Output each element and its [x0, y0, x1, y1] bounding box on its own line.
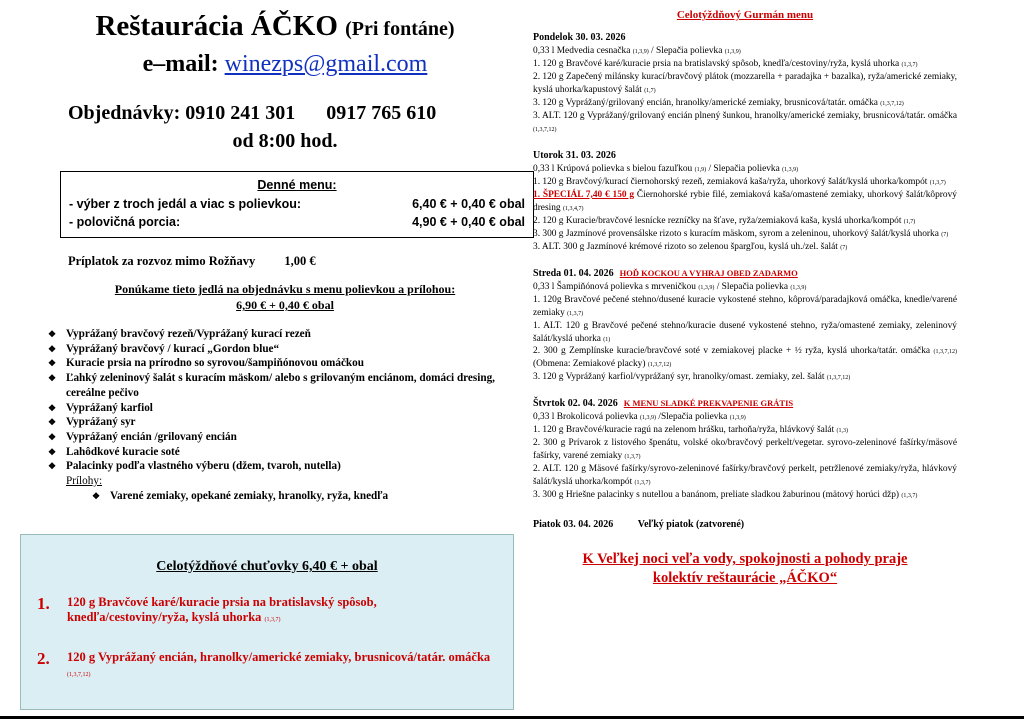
weekly-special-item: 1. 120 g Bravčové karé/kuracie prsia na bratislavský spôsob, knedľa/cestoviny/ryža, kyslá uhorka (1,3,7) — [37, 594, 377, 624]
delivery-surcharge: Príplatok za rozvoz mimo Rožňavy 1,00 € — [68, 254, 316, 268]
left-column — [40, 6, 530, 503]
day-title: Streda 01. 04. 2026 HOĎ KOCKOU A VYHRAJ OBED ZADARMO — [533, 267, 798, 279]
day-block — [533, 149, 957, 254]
friday-note: Piatok 03. 04. 2026 Veľký piatok (zatvorené) — [533, 519, 745, 531]
list-item: ❖ Vyprážaný encián /grilovaný encián — [48, 430, 530, 445]
menu-line: 0,33 l Šampiňónová polievka s mrveničkou (1,3,9) / Slepačia polievka (1,3,9) — [533, 281, 807, 292]
allergens: (1,3,7) — [901, 62, 918, 69]
allergens: (1,3,9) — [632, 49, 649, 56]
allergens: (1,3,7,12) — [647, 362, 672, 369]
promo-label: K MENU SLADKÉ PREKVAPENIE GRÁTIS — [623, 398, 794, 409]
allergens: (1,3,9) — [640, 415, 657, 422]
allergens: (7) — [941, 231, 949, 238]
menu-line: 3. ALT. 300 g Jazmínové krémové rizoto so zelenou špargľou, kyslá uh./zel. šalát (7) — [533, 241, 848, 252]
allergens: (7) — [840, 244, 848, 251]
list-item: ❖ Vyprážaný bravčový rezeň/Vyprážaný kurací rezeň — [48, 327, 530, 342]
allergens: (1,3,9) — [790, 284, 807, 291]
allergens: (1,3,7,12) — [933, 349, 958, 356]
day-block — [533, 267, 957, 385]
menu-line: 1. 120g Bravčové pečené stehno/dusené kuracie vykostené stehno, kôprová/paradajková omáčka, knedle/varené zemiaky (1,3,7) — [533, 294, 957, 318]
promo-label: HOĎ KOCKOU A VYHRAJ OBED ZADARMO — [619, 267, 798, 278]
allergens: (1,3,7) — [624, 454, 641, 461]
bottom-divider — [0, 716, 1024, 719]
phone-2: 0917 765 610 — [326, 102, 437, 124]
allergens: (1,3,7,12) — [533, 126, 557, 133]
list-item: ❖ Lahôdkové kuracie soté — [48, 445, 530, 460]
week-days — [533, 31, 957, 502]
email-line: e–mail: winezps@gmail.com — [142, 51, 428, 77]
allergens: (1,3,7) — [929, 179, 946, 186]
day-title: Štvrtok 02. 04. 2026 K MENU SLADKÉ PREKVAPENIE GRÁTIS — [533, 398, 794, 410]
daily-menu-row: - polovičná porcia: 4,90 € + 0,40 € obal — [69, 215, 525, 229]
list-item: ❖ Vyprážaný karfiol — [48, 401, 530, 416]
allergens: (1,7) — [644, 88, 656, 95]
day-title: Utorok 31. 03. 2026 — [533, 149, 616, 161]
menu-line: 3. 300 g Jazmínové provensálske rizoto s kuracím mäskom, syrom a zeleninou, uhorkový šalát/kyslá uhorka (7) — [533, 228, 949, 239]
menu-line: 1. 120 g Bravčové/kuracie ragú na zelenom hrášku, tarhoňa/ryža, hlávkový šalát (1,3) — [533, 425, 849, 436]
allergens: (1,3,7) — [634, 480, 651, 487]
menu-line: 3. 120 g Vyprážaný/grilovaný encián, hranolky/americké zemiaky, brusnicová/tatár. omáčka (1,3,7,12) — [533, 98, 904, 109]
menu-line: 3. 120 g Vyprážaný karfiol/vyprážaný syr, hranolky/omast. zemiaky, zel. šalát (1,3,7,12) — [533, 372, 851, 383]
list-item: ❖ Kuracie prsia na prírodno so syrovou/šampiňónovou omáčkou — [48, 356, 530, 371]
daily-menu-row: - výber z troch jedál a viac s polievkou: 6,40 € + 0,40 € obal — [69, 197, 525, 211]
menu-line: 1. 120 g Bravčové karé/kuracie prsia na bratislavský spôsob, knedľa/cestoviny/ryža, kyslá uhorka (1,3,7) — [533, 59, 918, 70]
allergens: (1) — [603, 336, 611, 343]
allergens: (1,7) — [903, 218, 916, 225]
menu-line: 2. 120 g Kuracie/bravčové lesnícke rezníčky na šťave, ryža/zemiaková kaša, kyslá uhorka/kompót (1,7) — [533, 215, 916, 226]
restaurant-subtitle: (Pri fontáne) — [345, 18, 455, 40]
weekly-specials-box — [20, 534, 514, 710]
opening-hours: od 8:00 hod. — [232, 130, 338, 152]
list-item: ❖ Ľahký zeleninový šalát s kuracím mäskom/ alebo s grilovaným enciánom, domáci dresing, cereálne pečivo — [48, 371, 530, 400]
menu-line: 1. 120 g Bravčový/kurací čiernohorský rezeň, zemiaková kaša/ryža, uhorkový šalát/kyslá uhorka/kompót (1,3,7) — [533, 176, 946, 187]
menu-line: 3. 300 g Hriešne palacinky s nutellou a banánom, preliate sladkou žaburinou (mätový horúci džp) (1,3,7) — [533, 490, 918, 501]
weekly-specials-heading: Celotýždňové chuťovky 6,40 € + obal — [156, 559, 378, 574]
allergens: (1,3,9) — [698, 284, 715, 291]
allergens: (1,3,9) — [782, 166, 799, 173]
daily-menu-heading: Denné menu: — [257, 178, 337, 192]
allergens: (1,3,7) — [901, 493, 918, 500]
menu-line: 2. ALT. 120 g Mäsové fašírky/syrovo-zeleninové fašírky/bravčový perkelt, petržlenové zemiaky/ryža, hlávkový šalát/kyslá uhorka/kompót (1,3,7) — [533, 464, 957, 488]
allergens: (1,3,4,7) — [562, 205, 584, 212]
right-column — [533, 8, 957, 588]
email-link[interactable]: winezps@gmail.com — [224, 51, 428, 77]
menu-line: 2. 300 g Zemplínske kuracie/bravčové soté v zemiakovej placke + ½ ryža, kyslá uhorka/tatár. omáčka (1,3,7,12) (Obmena: Zemiakové placky) (1,3,7,12) — [533, 346, 958, 370]
allergens: (1,3,9) — [724, 49, 741, 56]
dish-list — [48, 327, 530, 474]
list-item: ❖ Vyprážaný bravčový / kurací „Gordon blue“ — [48, 342, 530, 357]
gourmet-menu-heading: Celotýždňový Gurmán menu — [676, 9, 814, 21]
allergens: (1,3,7,12) — [826, 375, 851, 382]
restaurant-title: Reštaurácia ÁČKO (Pri fontáne) — [95, 10, 455, 42]
list-item: ❖ Vyprážaný syr — [48, 415, 530, 430]
daily-menu-box — [60, 171, 534, 238]
menu-line: 2. 120 g Zapečený milánsky kurací/bravčový plátok (mozzarella + paradajka + bazalka), ryža/americké zemiaky, kyslá uhorka/kapustový šalát (1,7) — [533, 72, 957, 96]
allergens: (1,9) — [694, 166, 707, 173]
sides-heading: Prílohy: — [66, 475, 103, 488]
menu-line: 0,33 l Brokolicová polievka (1,3,9) /Slepačia polievka (1,3,9) — [533, 412, 746, 423]
easter-wish: K Veľkej noci veľa vody, spokojnosti a pohody praje kolektív reštaurácie „ÁČKO“ — [582, 550, 908, 586]
special-label: 1. ŠPECIÁL 7,40 € 150 g — [533, 189, 635, 200]
menu-line: 1. ŠPECIÁL 7,40 € 150 g Čiernohorské rybie filé, zemiaková kaša/omastené zemiaky, uhorkový šalát/kôprový dresing (1,3,4,7) — [533, 189, 957, 213]
menu-line: 0,33 l Medvedia cesnačka (1,3,9) / Slepačia polievka (1,3,9) — [533, 46, 741, 57]
allergens: (1,3,7) — [567, 310, 584, 317]
menu-line: 1. ALT. 120 g Bravčové pečené stehno/kuracie dusené vykostené stehno, ryža/omastené zemiaky, zeleninový šalát/kyslá uhorka (1) — [533, 320, 957, 344]
allergens: (1,3) — [836, 428, 849, 435]
orders-phones: Objednávky: 0910 241 301 0917 765 610 — [68, 102, 437, 124]
list-item: ❖ Palacinky podľa vlastného výberu (džem, tvaroh, nutella) — [48, 459, 530, 474]
day-block — [533, 31, 957, 136]
allergens: (1,3,9) — [729, 415, 746, 422]
day-title: Pondelok 30. 03. 2026 — [533, 32, 626, 44]
menu-line: 2. 300 g Prívarok z listového špenátu, volské oko/bravčový perkelt/vegetar. syrovo-zeleninové fašírky/mäsové fašírky, varené zemiaky (1,3,7) — [533, 438, 957, 462]
weekly-special-item: 2. 120 g Vyprážaný encián, hranolky/americké zemiaky, brusnicová/tatár. omáčka (1,3,7,12) — [37, 649, 491, 678]
sides-list: ❖ Varené zemiaky, opekané zemiaky, hranolky, ryža, knedľa — [92, 489, 530, 504]
menu-line: 0,33 l Krúpová polievka s bielou fazuľkou (1,9) / Slepačia polievka (1,3,9) — [533, 163, 799, 174]
allergens: (1,3,7,12) — [880, 101, 904, 108]
menu-line: 3. ALT. 120 g Vyprážaný/grilovaný encián plnený šunkou, hranolky/americké zemiaky, brusnicová/tatár. omáčka (1,3,7,12) — [533, 110, 957, 133]
order-offer: Ponúkame tieto jedlá na objednávku s menu polievkou a prílohou: 6,90 € + 0,40 € obal — [114, 282, 456, 312]
day-block — [533, 397, 957, 502]
